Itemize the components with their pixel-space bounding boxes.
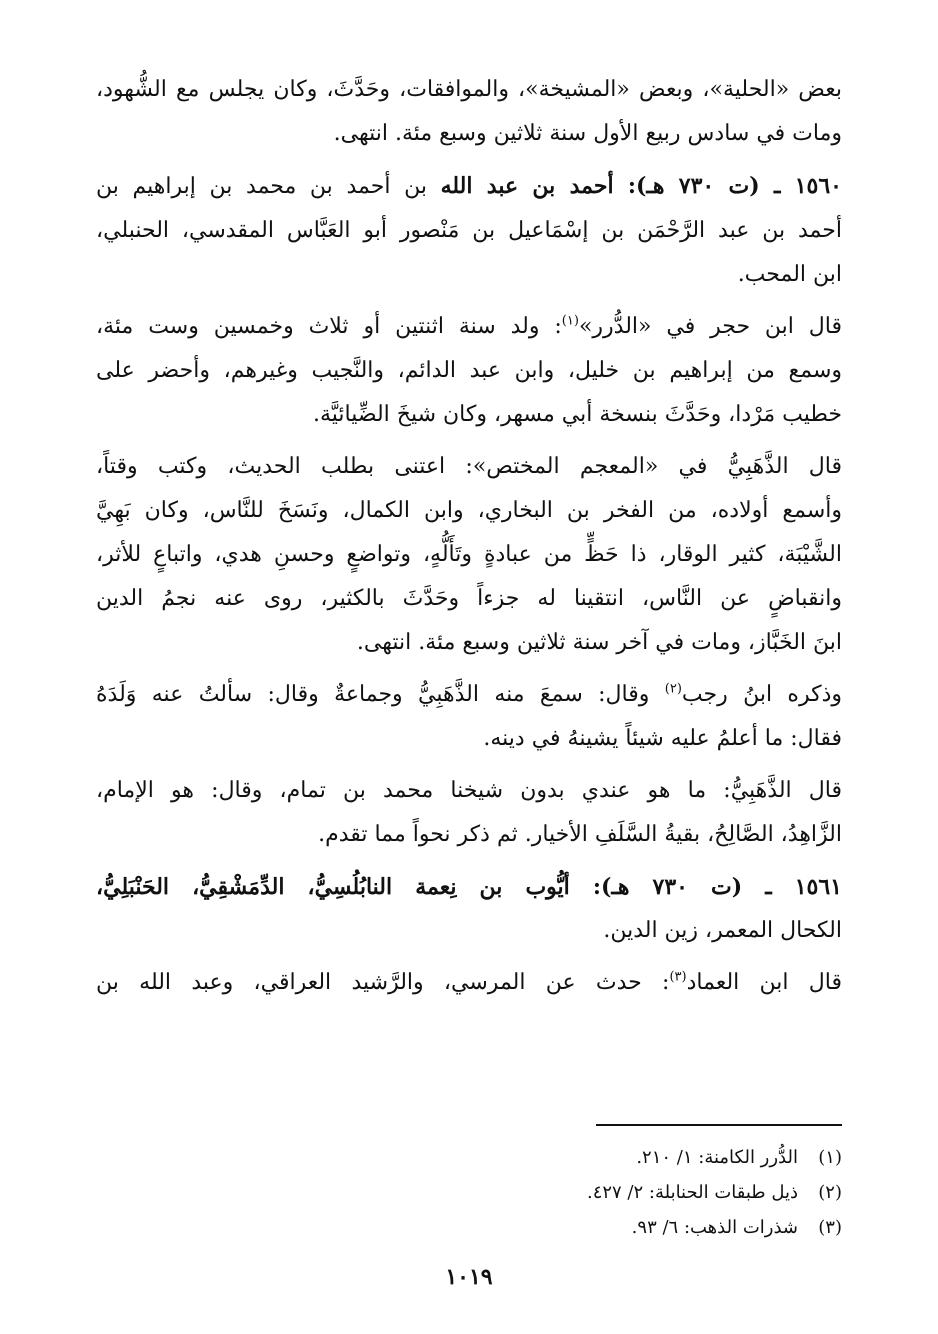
text-line: وانقباضٍ عن النَّاس، انتقينا له جزءاً وحَدَّثَ بالكثير، روى عنه نجمُ الدين: [96, 586, 842, 611]
footnote-number: (١): [818, 1147, 842, 1168]
text-line: قال الذَّهَبِيُّ في «المعجم المختص»: اعتنى بطلب الحديث، وكتب وقتاً،: [96, 454, 842, 479]
text-line: فقال: ما أعلمُ عليه شيئاً يشينهُ في دينه.: [483, 726, 842, 751]
text-line: بعض «الحلية»، وبعض «المشيخة»، والموافقات، وحَدَّثَ، وكان يجلس مع الشُّهود،: [96, 77, 842, 102]
text-line: وأسمع أولاده، من الفخر بن البخاري، وابن الكمال، ونَسَخَ للنَّاس، وكان بَهِيَّ: [96, 498, 842, 523]
footnotes: [96, 1140, 842, 1245]
text-line: أحمد بن عبد الرَّحْمَن بن إسْمَاعيل بن مَنْصور أبو العَبَّاس المقدسي، الحنبلي،: [96, 218, 842, 243]
text-line: قال الذَّهَبِيُّ: ما هو عندي بدون شيخنا محمد بن تمام، وقال: هو الإمام،: [96, 778, 842, 803]
text-line: الزَّاهِدُ، الصَّالِحُ، بقيةُ السَّلَفِ الأخيار. ثم ذكر نحواً مما تقدم.: [318, 822, 842, 847]
text-line: [96, 673, 842, 717]
paragraph-ibn-hajar: [96, 305, 842, 437]
text-segment: قال ابن حجر في «الدُّرر»: [578, 314, 842, 339]
entry-1561: [96, 865, 842, 953]
main-text: [96, 68, 842, 1013]
text-line: [96, 164, 842, 209]
footnote-number: (٣): [818, 1217, 842, 1238]
text-segment: : ولد سنة اثنتين أو ثلاث وخمسين وست مئة،: [96, 314, 562, 339]
text-line: [96, 305, 842, 349]
footnote-ref: (٢): [664, 681, 682, 697]
entry-1560: [96, 164, 842, 297]
text-line: وسمع من إبراهيم بن خليل، وابن عبد الدائم، والنَّجيب وغيرهم، وأحضر على: [96, 358, 842, 383]
paragraph-dhahabi-2: [96, 769, 842, 857]
footnote-number: (٢): [818, 1182, 842, 1203]
page-number: ١٠١٩: [445, 1264, 493, 1290]
footnote-text: شذرات الذهب: ٦/ ٩٣.: [631, 1217, 798, 1238]
footnote-ref: (١): [561, 313, 579, 329]
text-line: ابن المحب.: [737, 262, 842, 287]
entry-heading: ١٥٦١ ـ (ت ٧٣٠ هـ): أيُّوب بن نِعمة النابُلُسِيُّ، الدِّمَشْقِيُّ، الحَنْبَلِيُّ،: [96, 874, 842, 900]
footnote: [96, 1140, 842, 1175]
text-segment: قال ابن العماد: [686, 970, 843, 995]
text-line: خطيب مَرْدا، وحَدَّثَ بنسخة أبي مسهر، وكان شيخَ الضِّيائيَّة.: [312, 402, 842, 427]
footnote-text: ذيل طبقات الحنابلة: ٢/ ٤٢٧.: [586, 1182, 798, 1203]
footnote-text: الدُّرر الكامنة: ١/ ٢١٠.: [636, 1147, 798, 1168]
paragraph-ibn-rajab: [96, 673, 842, 761]
entry-heading-rest: بن أحمد بن محمد بن إبراهيم بن: [96, 174, 441, 199]
footnote-ref: (٣): [669, 969, 687, 985]
text-line: الكحال المعمر، زين الدين.: [603, 918, 842, 943]
text-line: ابنَ الخَبَّاز، ومات في آخر سنة ثلاثين وسبع مئة. انتهى.: [356, 630, 842, 655]
paragraph-ibn-al-imad: [96, 961, 842, 1005]
footnote: [96, 1175, 842, 1210]
text-line: ومات في سادس ربيع الأول سنة ثلاثين وسبع مئة. انتهى.: [333, 121, 842, 146]
text-segment: : حدث عن المرسي، والرَّشيد العراقي، وعبد الله بن: [96, 970, 670, 995]
text-segment: وذكره ابنُ رجب: [681, 682, 842, 707]
footnote: [96, 1210, 842, 1245]
text-line: [96, 961, 842, 1005]
entry-heading: ١٥٦٠ ـ (ت ٧٣٠ هـ): أحمد بن عبد الله: [440, 173, 842, 199]
footnote-separator: [596, 1124, 842, 1126]
paragraph-dhahabi: [96, 445, 842, 665]
text-segment: وقال: سمعَ منه الذَّهَبِيُّ وجماعةٌ وقال: سألتُ عنه وَلَدَهُ: [96, 682, 665, 707]
paragraph-continuation: [96, 68, 842, 156]
text-line: الشَّيْبَة، كثير الوقار، ذا حَظٍّ من عبادةٍ وتَأَلُّهٍ، وتواضعٍ وحسنِ هدي، واتباعٍ للأثر،: [96, 542, 842, 567]
